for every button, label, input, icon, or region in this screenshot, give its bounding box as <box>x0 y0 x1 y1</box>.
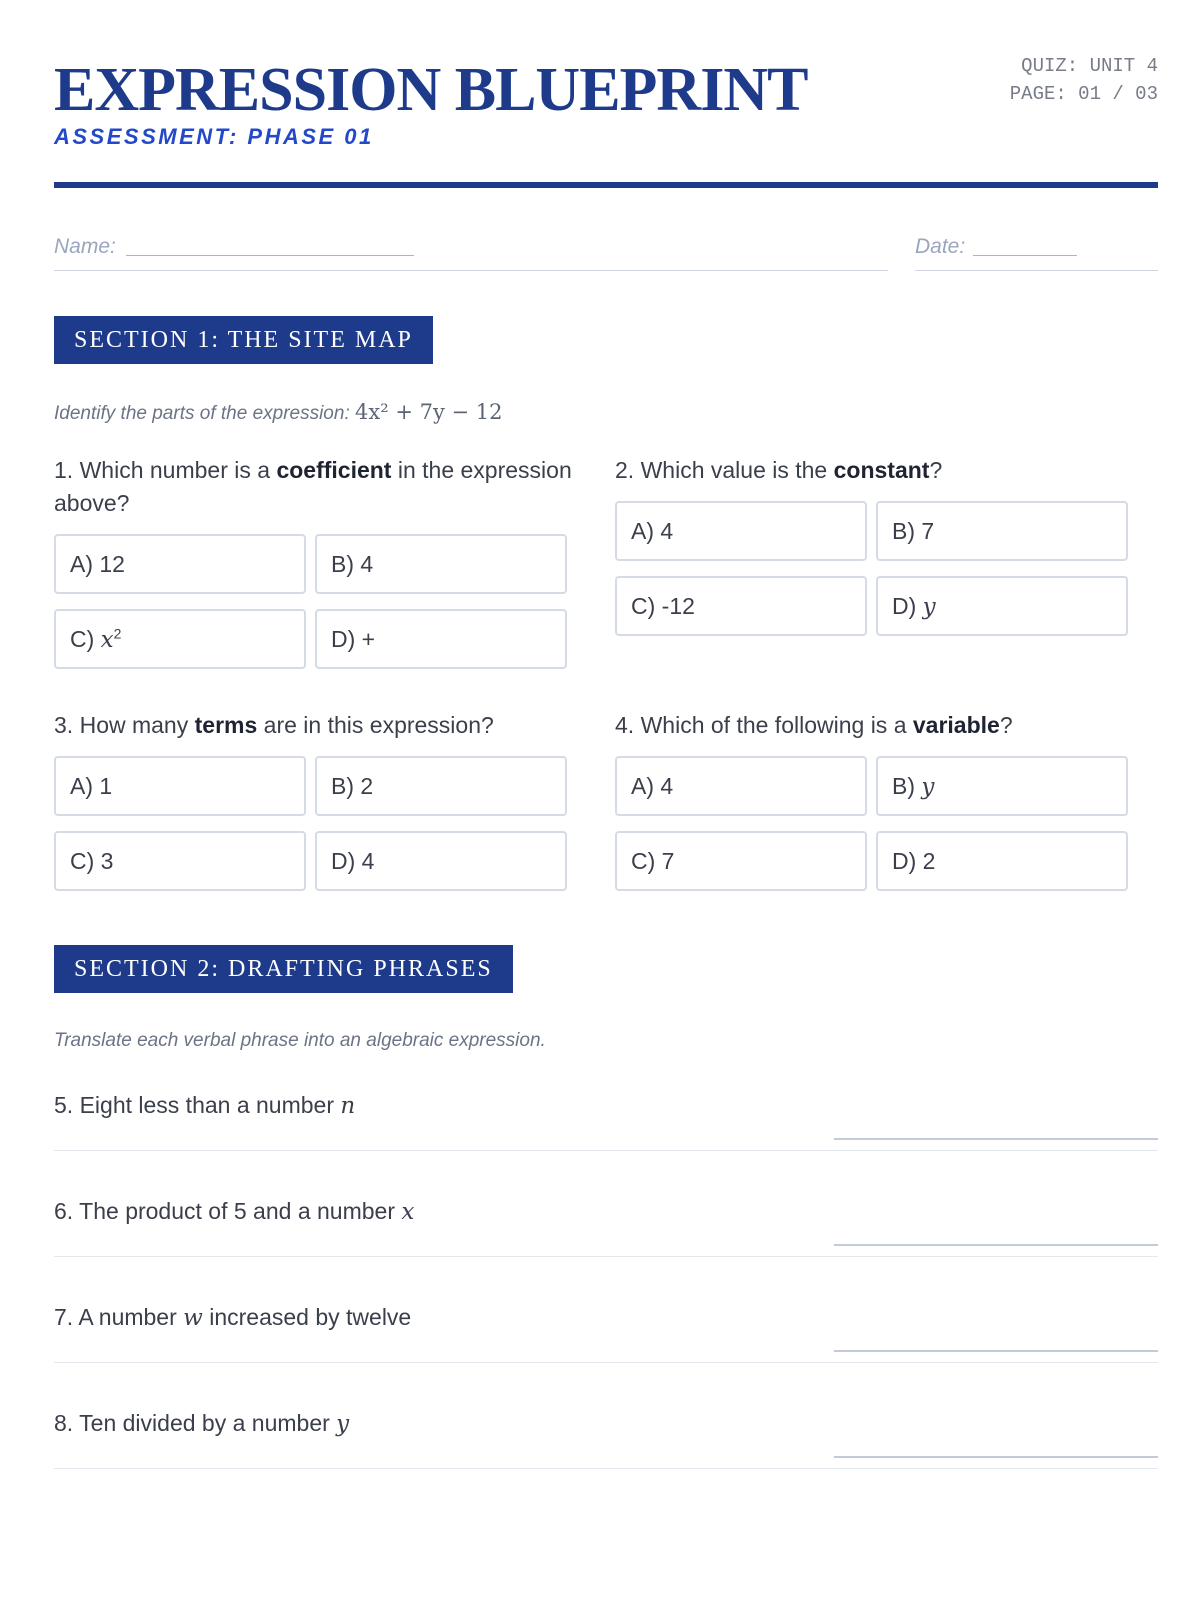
q4-option-a[interactable]: A) 4 <box>615 756 867 816</box>
section-1-header: SECTION 1: THE SITE MAP <box>54 316 433 364</box>
quiz-meta <box>1010 52 1158 108</box>
answer-line-6[interactable] <box>834 1244 1158 1246</box>
section-2-header: SECTION 2: DRAFTING PHRASES <box>54 945 513 993</box>
header-divider <box>54 182 1158 188</box>
question-text: are in this expression? <box>257 712 494 738</box>
date-label: Date: <box>915 235 966 258</box>
question-3 <box>54 709 582 742</box>
phrase-item-6: 6. The product of 5 and a number x <box>54 1198 1158 1257</box>
page-title: EXPRESSION BLUEPRINT <box>54 56 808 124</box>
answer-line-5[interactable] <box>834 1138 1158 1140</box>
section-2-instruction: Translate each verbal phrase into an algebraic expression. <box>54 1030 546 1051</box>
question-text: Which of the following is a <box>640 712 913 738</box>
question-text: in the expression above? <box>54 457 572 516</box>
phrase-item-8: 8. Ten divided by a number y <box>54 1410 1158 1469</box>
page-number: PAGE: 01 / 03 <box>1009 83 1158 105</box>
question-1 <box>54 454 582 520</box>
question-keyword: variable <box>912 712 1000 738</box>
question-number: 1. <box>54 457 74 483</box>
date-field[interactable] <box>915 226 1158 271</box>
question-keyword: coefficient <box>276 457 392 483</box>
question-2 <box>615 454 1143 487</box>
q4-option-b[interactable]: B) y <box>876 756 1128 816</box>
q2-option-b[interactable]: B) 7 <box>876 501 1128 561</box>
q1-option-d[interactable]: D) + <box>315 609 567 669</box>
q3-option-a[interactable]: A) 1 <box>54 756 306 816</box>
page-subtitle: ASSESSMENT: PHASE 01 <box>54 124 374 149</box>
q3-option-b[interactable]: B) 2 <box>315 756 567 816</box>
date-line[interactable] <box>973 255 1077 256</box>
question-text: ? <box>929 457 943 483</box>
expression: 4x² + 7y − 12 <box>355 400 503 424</box>
name-label: Name: <box>54 235 116 258</box>
question-4 <box>615 709 1143 742</box>
q2-option-a[interactable]: A) 4 <box>615 501 867 561</box>
question-number: 2. <box>615 457 635 483</box>
name-field[interactable] <box>54 226 888 271</box>
q1-option-b[interactable]: B) 4 <box>315 534 567 594</box>
q3-option-d[interactable]: D) 4 <box>315 831 567 891</box>
answer-line-8[interactable] <box>834 1456 1158 1458</box>
question-text: Which number is a <box>79 457 277 483</box>
question-keyword: terms <box>194 712 258 738</box>
question-number: 4. <box>615 712 635 738</box>
q4-option-c[interactable]: C) 7 <box>615 831 867 891</box>
phrase-item-5: 5. Eight less than a number n <box>54 1092 1158 1151</box>
q1-option-a[interactable]: A) 12 <box>54 534 306 594</box>
q3-option-c[interactable]: C) 3 <box>54 831 306 891</box>
quiz-unit: QUIZ: UNIT 4 <box>1021 55 1158 77</box>
name-line[interactable] <box>126 255 414 256</box>
question-text: Which value is the <box>640 457 834 483</box>
phrase-item-7: 7. A number w increased by twelve <box>54 1304 1158 1363</box>
q2-option-d[interactable]: D) y <box>876 576 1128 636</box>
question-text: ? <box>999 712 1013 738</box>
question-number: 3. <box>54 712 74 738</box>
q4-option-d[interactable]: D) 2 <box>876 831 1128 891</box>
question-keyword: constant <box>833 457 930 483</box>
q2-option-c[interactable]: C) -12 <box>615 576 867 636</box>
question-text: How many <box>79 712 195 738</box>
instruction-text: Identify the parts of the expression: <box>54 403 350 424</box>
q1-option-c[interactable]: C) $x^2$ <box>54 609 306 669</box>
answer-line-7[interactable] <box>834 1350 1158 1352</box>
section-1-instruction <box>54 400 502 425</box>
